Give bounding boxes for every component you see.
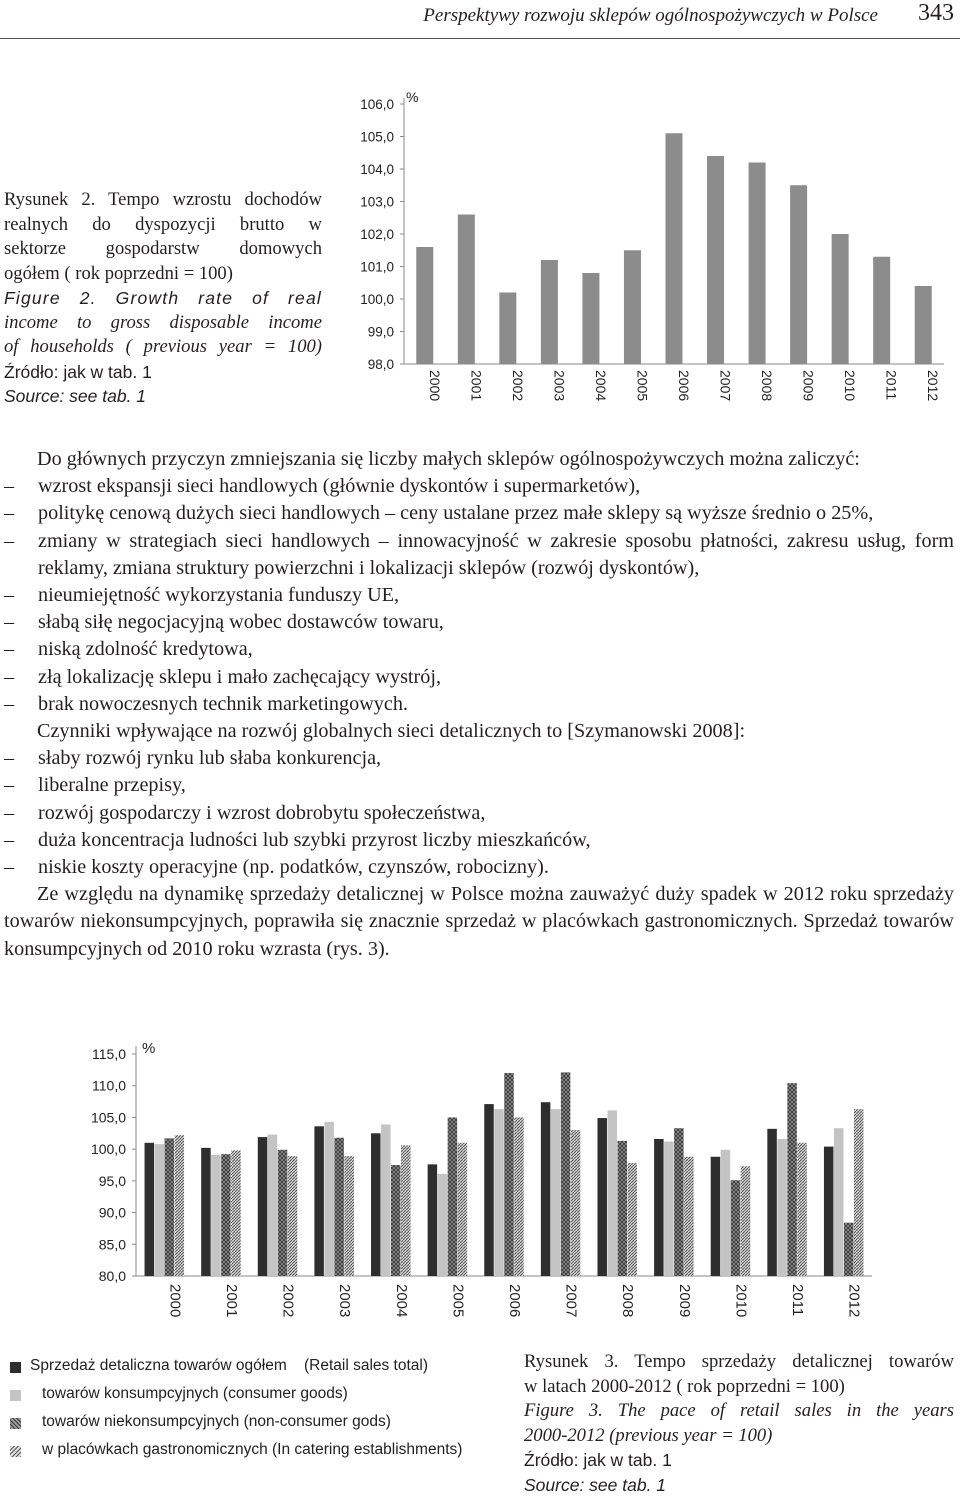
bar <box>458 215 475 365</box>
bar <box>314 1126 324 1276</box>
bar <box>458 1143 468 1276</box>
figure3-caption-en-line: 2000-2012 (previous year = 100) <box>524 1424 954 1449</box>
list-item-text: niskie koszty operacyjne (np. podatków, czynszów, robocizny). <box>38 856 549 878</box>
figure2-source-pl: Źródło: jak w tab. 1 <box>4 360 322 385</box>
bar <box>767 1129 777 1276</box>
bar <box>607 1110 617 1276</box>
bar <box>201 1148 211 1276</box>
bar <box>504 1073 514 1276</box>
legend-swatch <box>10 1446 21 1457</box>
bar <box>381 1124 391 1276</box>
bar <box>268 1135 278 1276</box>
list-item-text: duża koncentracja ludności lub szybki przyrost liczby mieszkańców, <box>38 829 591 851</box>
figure3-source-en: Source: see tab. 1 <box>524 1473 954 1497</box>
bar <box>499 293 516 365</box>
figure3-caption <box>524 1350 954 1497</box>
figure2-caption-pl-line: Rysunek 2. Tempo wzrostu dochodów <box>4 188 322 213</box>
x-tick-label: 2012 <box>846 1284 863 1317</box>
list-dash: – <box>4 609 14 636</box>
list-item <box>4 609 954 636</box>
list-item <box>4 827 954 854</box>
figure2-source-en: Source: see tab. 1 <box>4 384 322 409</box>
bar <box>258 1137 268 1276</box>
factors-paragraph: Czynniki wpływające na rozwój globalnych sieci detalicznych to [Szymanowski 2008]: <box>4 718 954 745</box>
bar <box>344 1156 354 1276</box>
x-tick-label: 2004 <box>593 370 609 401</box>
x-tick-label: 2006 <box>506 1284 523 1317</box>
list-dash: – <box>4 745 14 772</box>
dynamics-paragraph: Ze względu na dynamikę sprzedaży detalicznej w Polsce można zauważyć duży spadek w 2012 roku sprzedaży towarów niekonsumpcyjnych, poprawiła się znacznie sprzedaż w placówkach gastronomicznych. Sprzedaż towarów konsumpcyjnych od 2010 roku wzrasta (rys. 3). <box>4 881 954 963</box>
list-item-text: rozwój gospodarczy i wzrost dobrobytu społeczeństwa, <box>38 802 485 824</box>
bar <box>221 1154 231 1276</box>
list-dash: – <box>4 664 14 691</box>
x-tick-label: 2006 <box>676 370 692 401</box>
y-tick-label: 115,0 <box>92 1046 126 1062</box>
list-dash: – <box>4 500 14 527</box>
x-tick-label: 2011 <box>789 1284 806 1316</box>
y-tick-label: 103,0 <box>360 195 394 210</box>
bar <box>711 1157 721 1276</box>
figure3-grouped-bar-chart <box>76 1036 876 1336</box>
bar <box>674 1128 684 1276</box>
x-tick-label: 2000 <box>427 370 443 401</box>
figure2-caption-pl-line: realnych do dyspozycji brutto w <box>4 213 322 238</box>
bar <box>145 1143 155 1276</box>
list-item <box>4 854 954 881</box>
figure3-source-pl: Źródło: jak w tab. 1 <box>524 1448 954 1473</box>
x-tick-label: 2007 <box>718 370 734 401</box>
list-item <box>4 800 954 827</box>
bar <box>231 1150 241 1276</box>
list-item-text: niską zdolność kredytowa, <box>38 638 253 660</box>
list-item-text: wzrost ekspansji sieci handlowych (głównie dyskontów i supermarketów), <box>38 475 640 497</box>
bar <box>391 1165 401 1276</box>
bar <box>873 257 890 364</box>
list-item-text: nieumiejętność wykorzystania funduszy UE, <box>38 584 399 606</box>
legend-label: w placówkach gastronomicznych (In catering establishments) <box>42 1441 462 1459</box>
list-item-text: słabą siłę negocjacyjną wobec dostawców towaru, <box>38 611 444 633</box>
list-dash: – <box>4 827 14 854</box>
bar <box>428 1164 438 1276</box>
x-tick-label: 2008 <box>759 370 775 401</box>
bar <box>664 1142 674 1276</box>
bar <box>654 1139 664 1276</box>
y-tick-label: 102,0 <box>360 227 394 242</box>
x-tick-label: 2002 <box>510 370 526 401</box>
list-item <box>4 636 954 663</box>
bar <box>741 1166 751 1276</box>
y-tick-label: 90,0 <box>99 1205 126 1221</box>
list-item <box>4 500 954 527</box>
list-dash: – <box>4 473 14 500</box>
x-tick-label: 2008 <box>619 1284 636 1317</box>
legend-swatch <box>10 1362 21 1373</box>
bar <box>797 1143 807 1276</box>
list-item <box>4 691 954 718</box>
bar <box>288 1156 298 1276</box>
bar <box>624 250 641 364</box>
bar <box>787 1083 797 1276</box>
y-tick-label: 98,0 <box>368 357 394 372</box>
bar <box>561 1072 571 1276</box>
intro-paragraph: Do głównych przyczyn zmniejszania się liczby małych sklepów ogólnospożywczych można zaliczyć: <box>4 446 954 473</box>
y-tick-label: 105,0 <box>91 1109 126 1125</box>
legend-swatch <box>10 1418 21 1429</box>
running-title: Perspektywy rozwoju sklepów ogólnospożywczych w Polsce <box>423 5 878 27</box>
figure2-caption <box>4 188 322 409</box>
list-item-text: złą lokalizację sklepu i mało zachęcający wystrój, <box>38 666 441 688</box>
x-tick-label: 2010 <box>842 370 858 401</box>
bar <box>165 1138 175 1276</box>
x-tick-label: 2010 <box>732 1284 749 1317</box>
figure2-caption-en-line: Figure 2. Growth rate of real <box>4 286 322 311</box>
y-tick-label: 105,0 <box>360 130 394 145</box>
bar <box>844 1223 854 1276</box>
legend-label: Sprzedaż detaliczna towarów ogółem (Retail sales total) <box>30 1357 428 1375</box>
bar <box>334 1138 344 1276</box>
list-item-text: brak nowoczesnych technik marketingowych. <box>38 693 408 715</box>
x-tick-label: 2005 <box>634 370 650 401</box>
list-item-text: liberalne przepisy, <box>38 774 186 796</box>
list-item <box>4 582 954 609</box>
list-item <box>4 664 954 691</box>
legend-swatch <box>10 1390 21 1401</box>
bar <box>416 247 433 364</box>
bar <box>484 1104 494 1276</box>
x-tick-label: 2003 <box>551 370 567 401</box>
figure3-caption-pl-line: Rysunek 3. Tempo sprzedaży detalicznej towarów <box>524 1350 954 1375</box>
x-tick-label: 2001 <box>468 370 484 401</box>
bar <box>617 1141 627 1276</box>
y-tick-label: 104,0 <box>360 162 394 177</box>
list-item <box>4 528 954 582</box>
factors-list <box>4 745 954 881</box>
figure2-bar-chart <box>338 88 950 418</box>
body-text <box>4 446 954 963</box>
bar <box>324 1122 334 1276</box>
x-tick-label: 2000 <box>166 1284 183 1317</box>
bar <box>278 1150 288 1276</box>
bar <box>582 273 599 364</box>
bar <box>571 1130 581 1276</box>
list-item <box>4 772 954 799</box>
bar <box>749 163 766 365</box>
bar <box>175 1135 185 1276</box>
figure3-caption-en-line: Figure 3. The pace of retail sales in the years <box>524 1399 954 1424</box>
header-rule <box>0 38 960 39</box>
bar <box>790 185 807 364</box>
bar <box>915 286 932 364</box>
bar <box>448 1117 458 1276</box>
x-tick-label: 2009 <box>801 370 817 401</box>
y-tick-label: 99,0 <box>368 325 394 340</box>
bar <box>514 1117 524 1276</box>
list-item <box>4 745 954 772</box>
legend-label: towarów konsumpcyjnych (consumer goods) <box>42 1385 348 1403</box>
page-header <box>0 0 960 36</box>
bar <box>541 1102 551 1276</box>
bar <box>155 1144 165 1276</box>
bar <box>731 1180 741 1276</box>
list-dash: – <box>4 772 14 799</box>
y-tick-label: 85,0 <box>99 1236 126 1252</box>
list-item-text: słaby rozwój rynku lub słaba konkurencja, <box>38 747 381 769</box>
bar <box>211 1155 221 1276</box>
legend-label: towarów niekonsumpcyjnych (non-consumer gods) <box>42 1413 391 1431</box>
x-tick-label: 2001 <box>223 1284 240 1317</box>
y-tick-label: 106,0 <box>360 97 394 112</box>
list-dash: – <box>4 854 14 881</box>
list-item-text: politykę cenową dużych sieci handlowych – ceny ustalane przez małe sklepy są wyższe średnio o 25%, <box>38 502 873 524</box>
bar <box>494 1109 504 1276</box>
figure2-caption-pl-line: ogółem ( rok poprzedni = 100) <box>4 262 322 287</box>
bar <box>824 1147 834 1276</box>
list-item <box>4 473 954 500</box>
figure2-caption-en-line: income to gross disposable income <box>4 311 322 336</box>
bar <box>777 1139 787 1276</box>
bar <box>666 133 683 364</box>
bar <box>541 260 558 364</box>
bar <box>834 1128 844 1276</box>
bar <box>371 1133 381 1276</box>
x-tick-label: 2002 <box>280 1284 297 1317</box>
bar <box>832 234 849 364</box>
x-tick-label: 2009 <box>676 1284 693 1317</box>
figure3-caption-pl-line: w latach 2000-2012 ( rok poprzedni = 100) <box>524 1375 954 1400</box>
x-tick-label: 2003 <box>336 1284 353 1317</box>
list-dash: – <box>4 582 14 609</box>
bar <box>627 1163 637 1276</box>
x-tick-label: 2012 <box>925 370 941 401</box>
y-tick-label: 80,0 <box>99 1268 126 1284</box>
list-dash: – <box>4 691 14 718</box>
y-tick-label: 100,0 <box>360 292 394 307</box>
y-tick-label: 101,0 <box>360 260 394 275</box>
x-tick-label: 2007 <box>563 1284 580 1317</box>
y-tick-label: 100,0 <box>91 1141 126 1157</box>
bar <box>401 1145 411 1276</box>
bar <box>597 1118 607 1276</box>
y-tick-label: 110,0 <box>92 1078 126 1094</box>
list-dash: – <box>4 800 14 827</box>
y-axis-unit: % <box>142 1040 155 1057</box>
bar <box>707 156 724 364</box>
x-tick-label: 2004 <box>393 1284 410 1317</box>
bar <box>684 1157 694 1276</box>
x-tick-label: 2005 <box>449 1284 466 1317</box>
figure2-caption-en-line: of households ( previous year = 100) <box>4 335 322 360</box>
list-item-text: zmiany w strategiach sieci handlowych – innowacyjność w zakresie sposobu płatności, zakresu usług, form reklamy, zmiana struktury powierzchni i lokalizacji sklepów (rozwój dyskontów), <box>38 530 954 579</box>
figure2-caption-pl-line: sektorze gospodarstw domowych <box>4 237 322 262</box>
y-axis-unit: % <box>406 89 418 105</box>
bar <box>854 1109 864 1276</box>
causes-list <box>4 473 954 718</box>
bar <box>551 1109 561 1276</box>
bar <box>438 1174 448 1276</box>
list-dash: – <box>4 636 14 663</box>
bar <box>721 1150 731 1276</box>
y-tick-label: 95,0 <box>99 1173 126 1189</box>
list-dash: – <box>4 528 14 555</box>
page-number: 343 <box>918 0 954 27</box>
x-tick-label: 2011 <box>884 370 900 400</box>
